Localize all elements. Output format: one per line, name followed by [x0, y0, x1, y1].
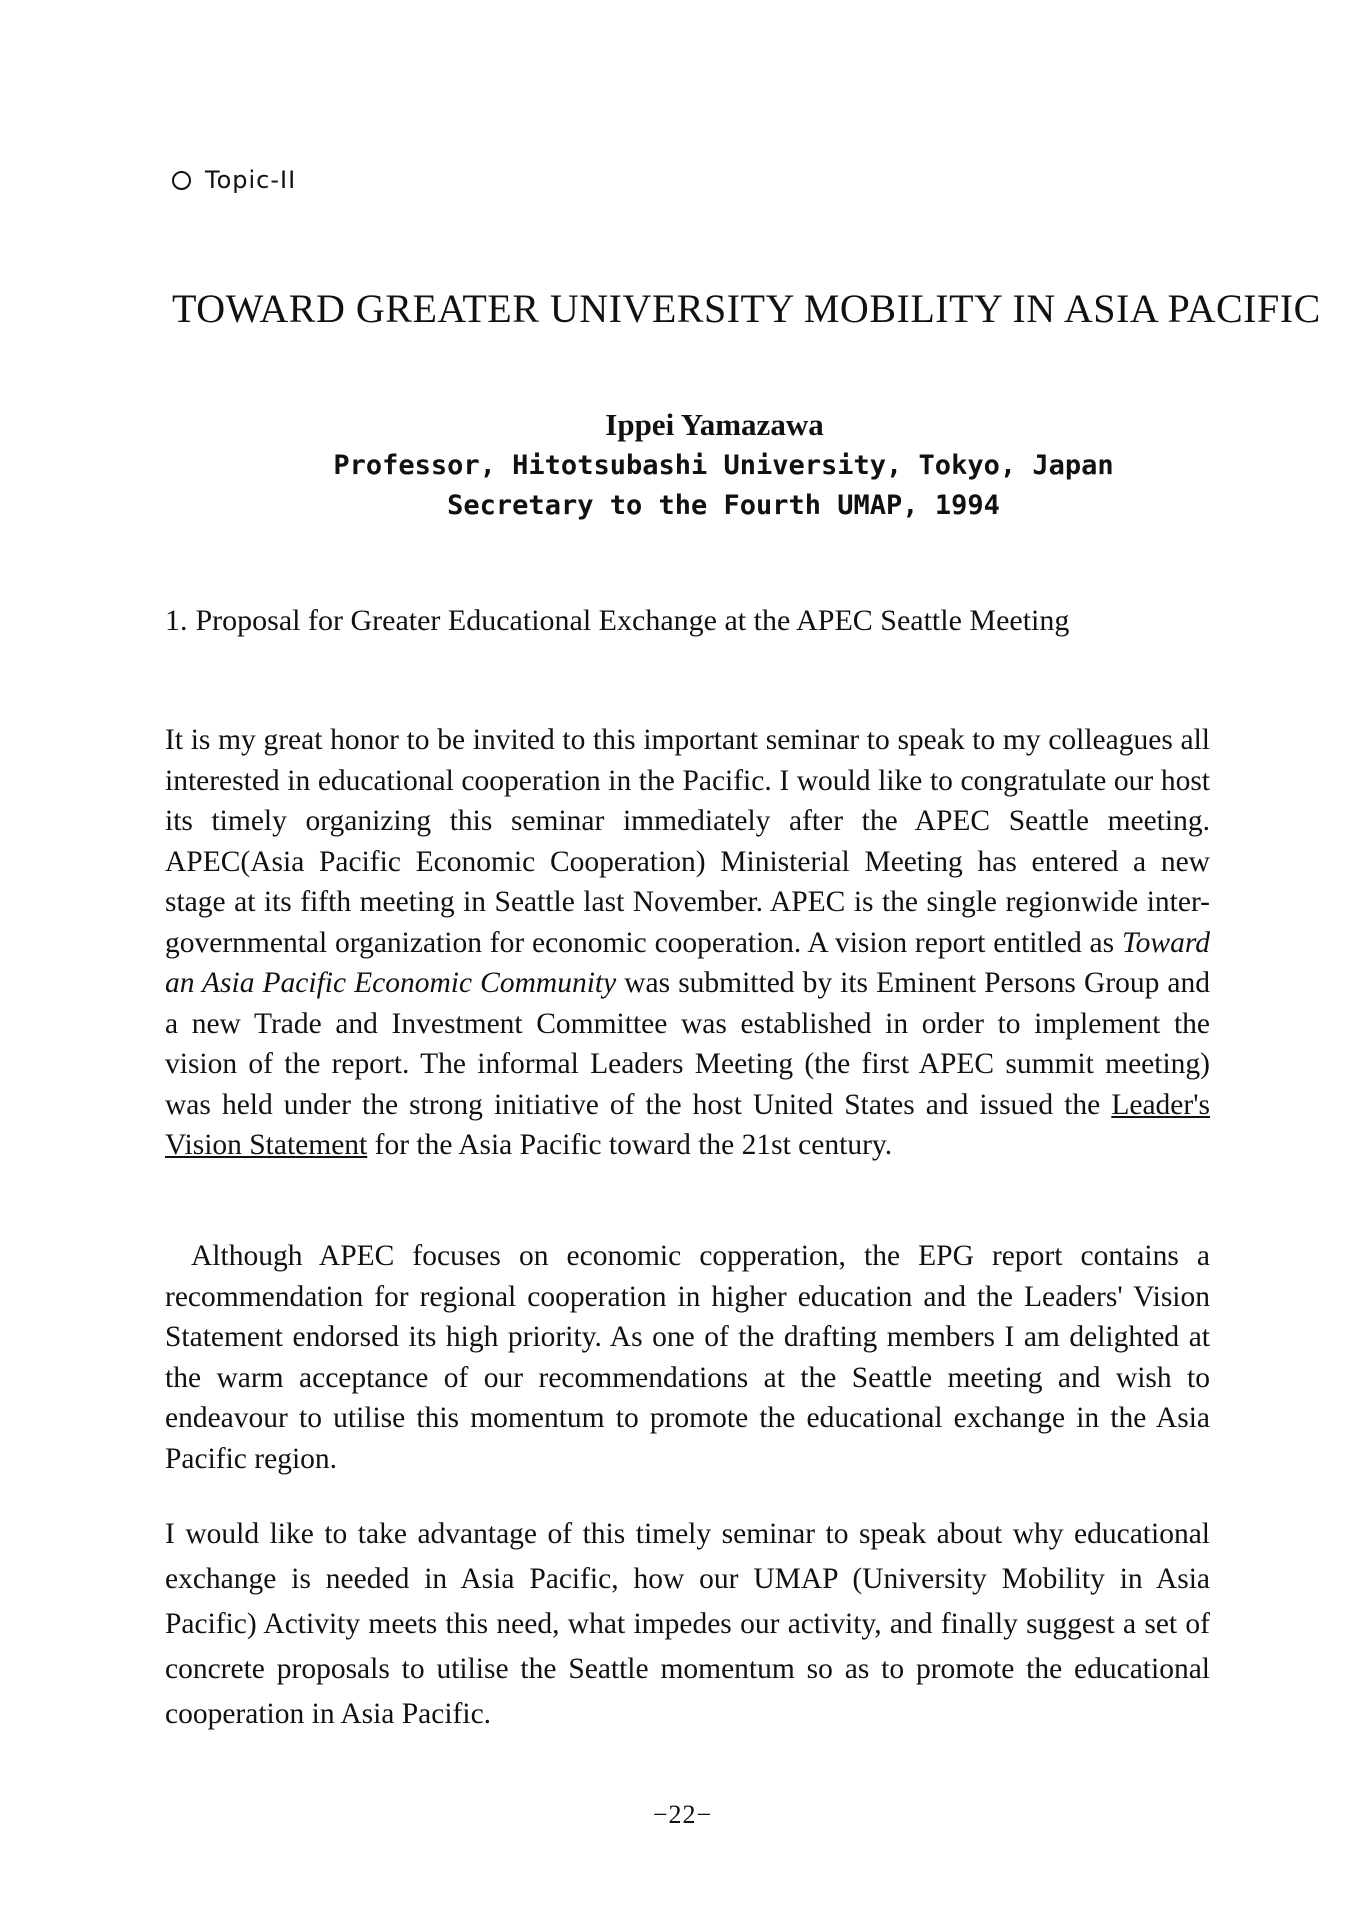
paragraph-3: I would like to take advantage of this timely seminar to speak about why educational exchange is needed in Asia Pacific, how our UMAP (University Mobility in Asia Pacific) Activity meets this need, what impedes our activity, and finally suggest a set of concrete proposals to utilise the Seattle momentum so as to promote the educational cooperation in Asia Pacific.: [165, 1518, 1210, 1730]
section-heading-text: Proposal for Greater Educational Exchange at the APEC Seattle Meeting: [195, 604, 1070, 637]
page-number: −22−: [652, 1800, 713, 1829]
section-number: 1.: [165, 604, 188, 637]
paragraph-2: Although APEC focuses on economic copperation, the EPG report contains a recommendation for regional cooperation in higher education and the Leaders' Vision Statement endorsed its high priority. As one of the drafting members I am delighted at the warm acceptance of our recommendations at the Seattle meeting and wish to endeavour to utilise this momentum to promote the educational exchange in the Asia Pacific region.: [165, 1240, 1210, 1475]
paragraph-1-part-1: It is my great honor to be invited to this important seminar to speak to my colleagues all interested in educational cooperation in the Pacific. I would like to congratulate our host its timely organizing this seminar immediately after the APEC Seattle meeting. APEC(Asia Pacific Economic Cooperation) Ministerial Meeting has entered a new stage at its fifth meeting in Seattle last November. APEC is the single regionwide inter-governmental organization for economic cooperation. A vision report entitled as: [165, 724, 1210, 959]
paragraph-1-part-3: for the Asia Pacific toward the 21st century.: [367, 1129, 893, 1161]
paragraph-1-part-2: was submitted by its Eminent Persons Group and a new Trade and Investment Committee was established in order to implement the vision of the report. The informal Leaders Meeting (the first APEC summit meeting) was held under the strong initiative of the host United States and issued the: [165, 967, 1210, 1121]
report-title: Toward an Asia Pacific Economic Community: [165, 926, 1210, 999]
topic-label: Topic-II: [205, 166, 297, 194]
statement-title: Leader's Vision Statement: [165, 1088, 1210, 1161]
topic-header: [172, 166, 296, 194]
paragraph-1: [165, 720, 1210, 1166]
author-block: [0, 404, 1365, 526]
circle-bullet-icon: [172, 171, 191, 190]
section-heading: [165, 600, 1210, 642]
author-name: Ippei Yamazawa: [605, 407, 824, 442]
author-affiliation: Professor, Hitotsubashi University, Tokyo, Japan: [333, 450, 1114, 481]
author-role: Secretary to the Fourth UMAP, 1994: [447, 490, 1000, 521]
document-title: TOWARD GREATER UNIVERSITY MOBILITY IN ASIA PACIFIC: [172, 286, 1321, 331]
